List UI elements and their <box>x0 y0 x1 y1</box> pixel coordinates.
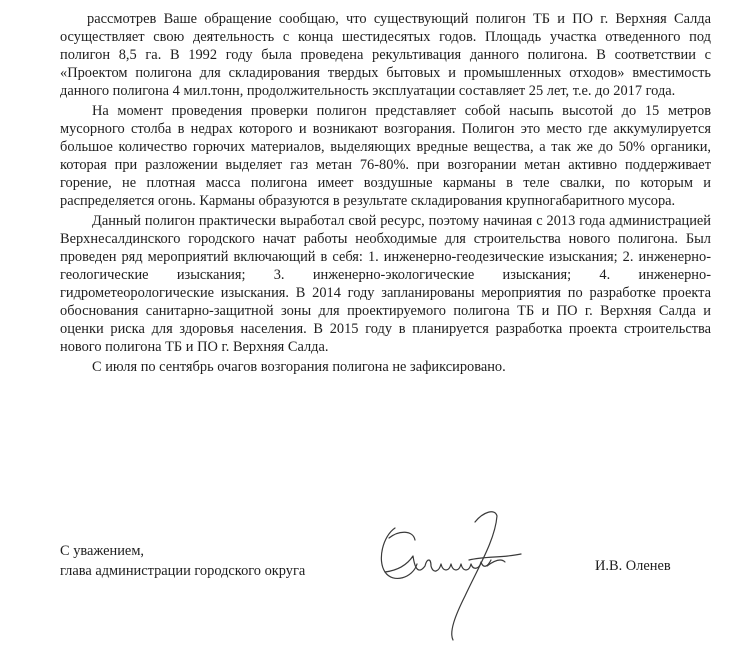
signer-position: глава администрации городского округа <box>60 563 306 579</box>
paragraph-new-landfill-plans: Данный полигон практически выработал свой ресурс, поэтому начиная с 2013 года администрацией Верхнесалдинского городского начат работы необходимые для строительства нового полигона. Был проведен ряд мероприятий включающий в себя: 1. инженерно-геодезические изыскания; 2. инженерно-геологические изыскания; 3. инженерно-экологические изыскания; 4. инженерно-гидрометеорологические изыскания. В 2014 году запланированы мероприятия по разработке проекта обоснования санитарно-защитной зоны для проектируемого полигона ТБ и ПО г. Верхняя Салда и оценки риска для здоровья населения. В 2015 году в планируется разработка проекта строительства нового полигона ТБ и ПО г. Верхняя Салда. <box>60 213 711 355</box>
handwritten-signature <box>355 500 565 646</box>
salutation: С уважением, <box>60 543 145 559</box>
signer-name: И.В. Оленев <box>595 558 671 574</box>
closing-block <box>60 541 305 581</box>
paragraph-inspection-findings: На момент проведения проверки полигон представляет собой насыпь высотой до 15 метров мусорного столба в недрах которого и возникают возгорания. Полигон это место где аккумулируется большое количество горючих материалов, выделяющих вредные вещества, а так же до 50% органики, которая при разложении выделяет газ метан 76-80%. при возгорании метан активно поддерживает горение, не плотная масса полигона имеет воздушные карманы в теле свалки, по которым и распределяется огонь. Карманы образуются в результате складирования крупногабаритного мусора. <box>60 103 711 209</box>
paragraph-no-fires: С июля по сентябрь очагов возгорания полигона не зафиксировано. <box>92 359 506 375</box>
paragraph-landfill-history: рассмотрев Ваше обращение сообщаю, что существующий полигон ТБ и ПО г. Верхняя Салда осуществляет свою деятельность с конца шестидесятых годов. Площадь участка отведенного под полигон 8,5 га. В 1992 году была проведена рекультивация данного полигона. В соответствии с «Проектом полигона для складирования твердых бытовых и промышленных отходов» вместимость данного полигона 4 мил.тонн, продолжительность эксплуатации составляет 25 лет, т.е. до 2017 года. <box>60 11 711 99</box>
letter-body <box>60 10 711 378</box>
